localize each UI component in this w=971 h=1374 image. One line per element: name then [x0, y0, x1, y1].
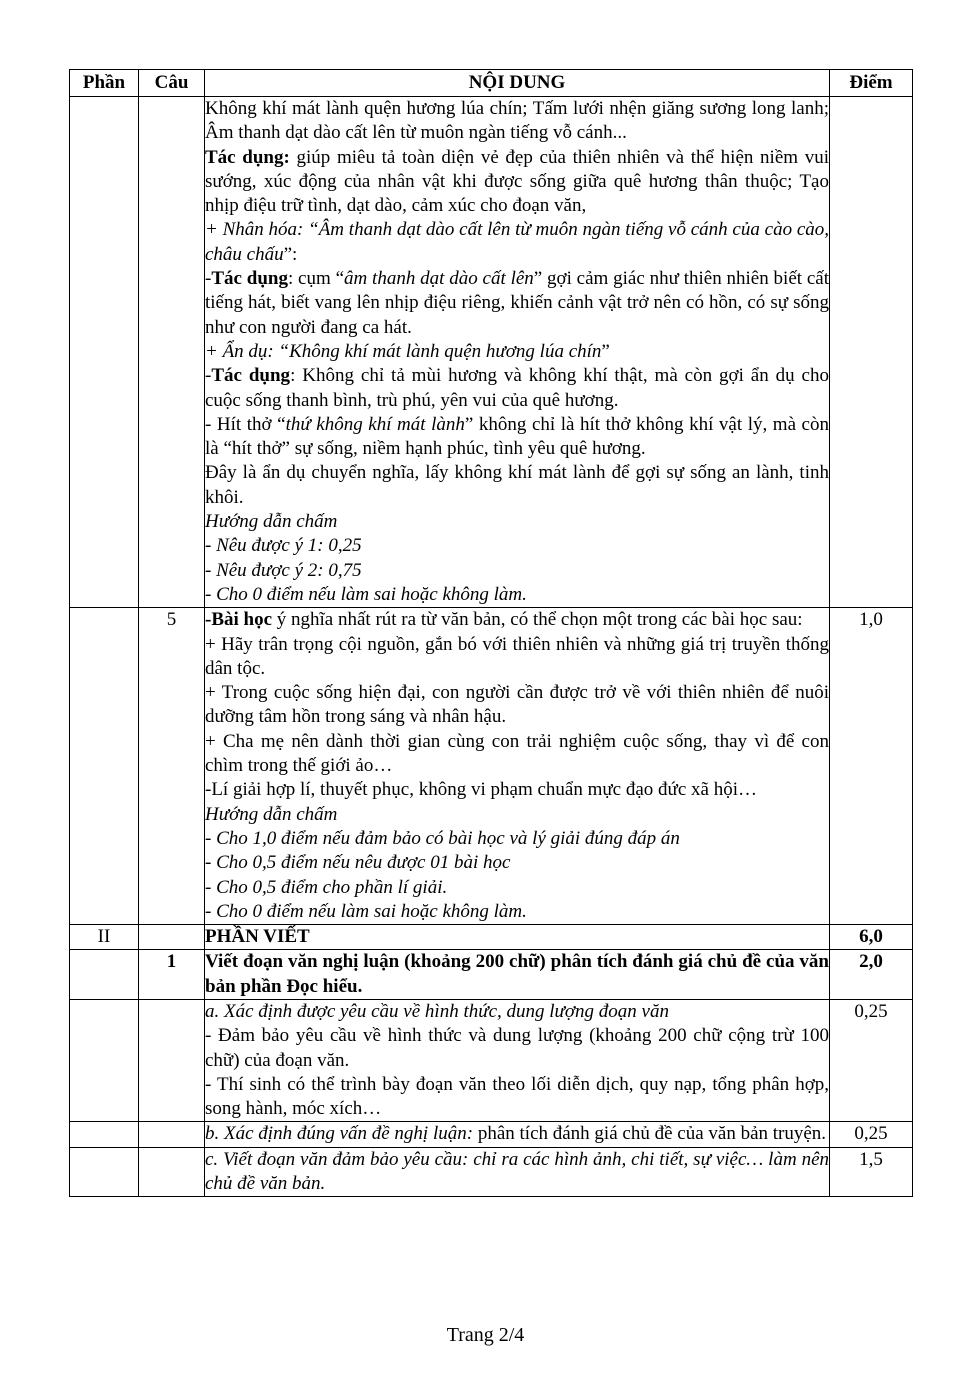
table-row — [70, 1122, 913, 1147]
text-span: - Hít thở “ — [205, 413, 286, 435]
quote: âm thanh dạt dào cất lên — [344, 268, 534, 290]
text-span: + Ẩn dụ: “ — [205, 340, 290, 362]
grading-guide-item: - Cho 0 điểm nếu làm sai hoặc không làm. — [205, 583, 527, 605]
cell-phan — [70, 950, 139, 1000]
text-span: ” gợi cảm giác như thiên nhiên biết cất tiếng hát, biết vang lên nhịp điệu riêng, khiến cảnh vật trở nên có hồn, có sự sống như con người đang ca hát. — [205, 268, 829, 338]
grading-guide-title: Hướng dẫn chấm — [205, 803, 338, 825]
text-line: c. Viết đoạn văn đảm bảo yêu cầu: chỉ ra các hình ảnh, chi tiết, sự việc… làm nên chủ đề văn bản. — [205, 1148, 829, 1195]
table-row — [70, 1147, 913, 1197]
text-span: + Nhân hóa: “ — [205, 219, 319, 241]
text-line: + Hãy trân trọng cội nguồn, gắn bó với thiên nhiên và những giá trị truyền thống dân tộc. — [205, 633, 829, 679]
cell-phan — [70, 999, 139, 1121]
cell-diem: 6,0 — [830, 925, 913, 950]
grading-guide-item: - Cho 0,5 điểm nếu nêu được 01 bài học — [205, 852, 511, 874]
cell-cau: 5 — [139, 608, 205, 925]
cell-noi-dung — [205, 1147, 830, 1197]
text-line — [205, 340, 829, 364]
header-noi-dung: NỘI DUNG — [205, 70, 830, 97]
answer-key-table — [69, 69, 913, 1197]
text-line — [205, 608, 829, 632]
table-row — [70, 950, 913, 1000]
quote: Không khí mát lành quện hương lúa chín — [289, 340, 602, 362]
header-diem: Điểm — [830, 70, 913, 97]
text-line — [205, 218, 829, 267]
cell-cau — [139, 925, 205, 950]
table-row — [70, 925, 913, 950]
text-span: ” không chỉ là hít thở không khí vật lý, mà còn là “hít thở” sự sống, niềm hạnh phúc, tình yêu quê hương. — [205, 413, 829, 460]
table-row — [70, 97, 913, 608]
text-span: ý nghĩa nhất rút ra từ văn bản, có thể chọn một trong các bài học sau: — [272, 609, 803, 631]
text-line: -Lí giải hợp lí, thuyết phục, không vi phạm chuẩn mực đạo đức xã hội… — [205, 779, 757, 801]
cell-cau — [139, 1122, 205, 1147]
grading-guide-item: - Nêu được ý 2: 0,75 — [205, 559, 362, 581]
text-line: - Đảm bảo yêu cầu về hình thức và dung lượng (khoảng 200 chữ cộng trừ 100 chữ) của đoạn văn. — [205, 1025, 829, 1071]
cell-cau: 1 — [139, 950, 205, 1000]
cell-phan — [70, 97, 139, 608]
table-row — [70, 608, 913, 925]
text-line — [205, 1122, 829, 1146]
text-line: + Trong cuộc sống hiện đại, con người cần được trở về với thiên nhiên để nuôi dưỡng tâm hồn trong sáng và nhân hậu. — [205, 682, 829, 728]
bold-label: Tác dụng — [211, 268, 288, 290]
header-cau: Câu — [139, 70, 205, 97]
cell-diem — [830, 97, 913, 608]
text-span: : cụm “ — [287, 268, 345, 290]
text-line: a. Xác định được yêu cầu về hình thức, dung lượng đoạn văn — [205, 1000, 669, 1022]
cell-diem: 0,25 — [830, 1122, 913, 1147]
grading-guide-title: Hướng dẫn chấm — [205, 511, 338, 533]
text-line — [205, 146, 829, 219]
text-span: - — [205, 268, 212, 290]
text-span: ”: — [283, 243, 298, 265]
header-row — [70, 70, 913, 97]
bold-label: Tác dụng — [211, 365, 291, 387]
text-line — [205, 364, 829, 413]
text-span: phân tích đánh giá chủ đề của văn bản truyện. — [473, 1123, 827, 1145]
text-span: : Không chỉ tả mùi hương và không khí thật, mà còn gợi ẩn dụ cho cuộc sống thanh bình, trù phú, yên vui của quê hương. — [205, 365, 829, 411]
cell-diem: 2,0 — [830, 950, 913, 1000]
cell-cau — [139, 999, 205, 1121]
cell-phan — [70, 1122, 139, 1147]
text-line: - Thí sinh có thể trình bày đoạn văn theo lối diễn dịch, quy nạp, tổng phân hợp, song hành, móc xích… — [205, 1073, 829, 1120]
bold-label: -Bài học — [205, 609, 273, 631]
cell-noi-dung — [205, 999, 830, 1121]
section-title: PHẦN VIẾT — [205, 925, 830, 950]
text-line — [205, 413, 829, 462]
cell-phan: II — [70, 925, 139, 950]
bold-label: Tác dụng: — [205, 146, 290, 168]
cell-diem: 1,5 — [830, 1147, 913, 1197]
cell-diem: 1,0 — [830, 608, 913, 925]
grading-guide-item: - Nêu được ý 1: 0,25 — [205, 535, 362, 557]
text-span: ” — [601, 340, 610, 362]
cell-noi-dung — [205, 97, 830, 608]
cell-noi-dung — [205, 608, 830, 925]
italic-label: b. Xác định đúng vấn đề nghị luận: — [205, 1123, 474, 1145]
cell-phan — [70, 1147, 139, 1197]
grading-guide-item: - Cho 0 điểm nếu làm sai hoặc không làm. — [205, 900, 527, 922]
page-number: Trang 2/4 — [446, 1324, 525, 1346]
cell-cau — [139, 1147, 205, 1197]
table-row — [70, 999, 913, 1121]
cell-diem: 0,25 — [830, 999, 913, 1121]
cell-noi-dung — [205, 1122, 830, 1147]
text-line: Đây là ẩn dụ chuyển nghĩa, lấy không khí mát lành để gợi sự sống an lành, tinh khôi. — [205, 462, 829, 508]
text-line: Không khí mát lành quện hương lúa chín; Tấm lưới nhện giăng sương long lanh; Âm thanh dạt dào cất lên từ muôn ngàn tiếng vỗ cánh... — [205, 98, 829, 144]
cell-cau — [139, 97, 205, 608]
grading-guide-item: - Cho 0,5 điểm cho phần lí giải. — [205, 876, 448, 898]
text-line — [205, 267, 829, 340]
quote: Âm thanh dạt dào cất lên từ muôn ngàn tiếng vỗ cánh của cào cào, châu chấu — [205, 219, 830, 265]
text-span: giúp miêu tả toàn diện vẻ đẹp của thiên nhiên và thể hiện niềm vui sướng, xúc động của nhân vật khi được sống giữa quê hương thân thuộc; Tạo nhịp điệu trữ tình, dạt dào, cảm xúc cho đoạn văn, — [205, 146, 830, 217]
question-title: Viết đoạn văn nghị luận (khoảng 200 chữ) phân tích đánh giá chủ đề của văn bản phần Đọc hiểu. — [205, 950, 830, 1000]
quote: thứ không khí mát lành — [285, 413, 465, 435]
text-span: - — [205, 365, 212, 387]
header-phan: Phần — [70, 70, 139, 97]
cell-phan — [70, 608, 139, 925]
text-line: + Cha mẹ nên dành thời gian cùng con trải nghiệm cuộc sống, thay vì để con chìm trong thế giới ảo… — [205, 730, 829, 777]
grading-guide-item: - Cho 1,0 điểm nếu đảm bảo có bài học và lý giải đúng đáp án — [205, 827, 680, 849]
